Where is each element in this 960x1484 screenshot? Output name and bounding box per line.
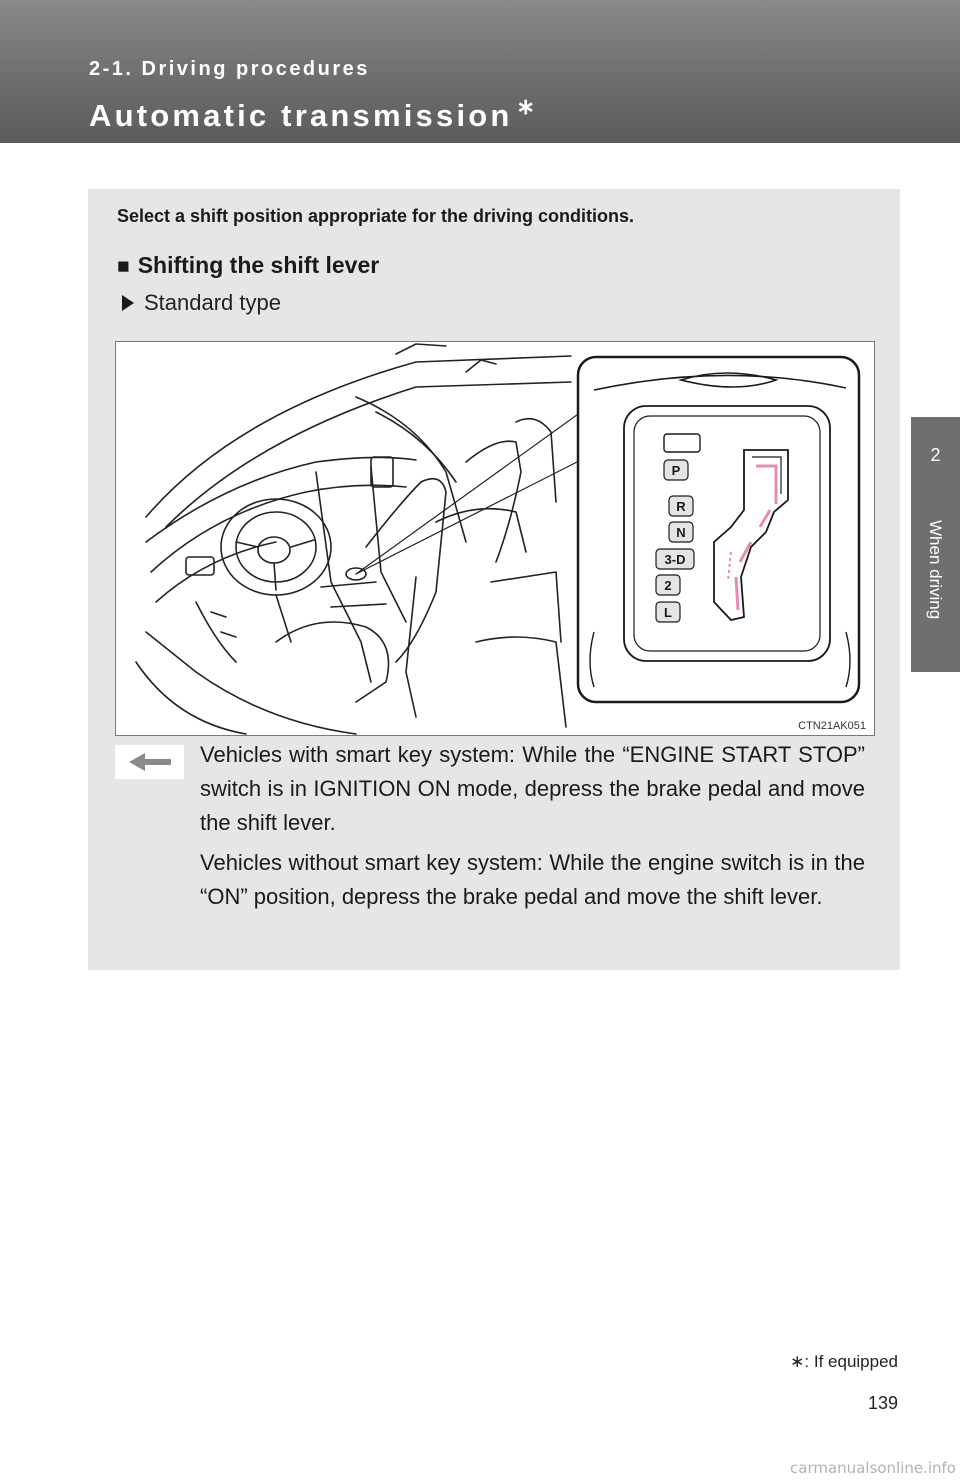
chapter-number: 2 [930, 445, 941, 465]
left-arrow-icon [115, 745, 184, 779]
watermark: carmanualsonline.info [790, 1459, 956, 1477]
gear-n-label: N [676, 525, 686, 540]
gear-2-label: 2 [664, 578, 672, 593]
footnote-if-equipped: ∗: If equipped [790, 1352, 898, 1371]
subheading [117, 252, 379, 279]
arrow-indicator [115, 745, 184, 779]
gear-p-label: P [671, 463, 681, 478]
car-interior-drawing [116, 342, 874, 735]
gear-l-label: L [664, 605, 672, 620]
no-smart-key-instructions: Vehicles without smart key system: While the engine switch is in the “ON” position, depress the brake pedal and move the shift lever. [200, 850, 865, 909]
subheading-text: Shifting the shift lever [137, 252, 380, 278]
intro-text: Select a shift position appropriate for the driving conditions. [117, 206, 635, 226]
triangle-bullet-icon [122, 295, 134, 311]
type-label [122, 290, 281, 316]
subheading-marker: ■ [117, 255, 130, 278]
figure-code: CTN21AK051 [798, 720, 866, 732]
page-title [89, 94, 535, 134]
shift-gate-callout [578, 357, 859, 702]
smart-key-instructions: Vehicles with smart key system: While the “ENGINE START STOP” switch is in IGNITION ON mode, depress the brake pedal and move the shift lever. [200, 742, 865, 835]
shift-lever-illustration [115, 341, 875, 736]
page-title-text: Automatic transmission [89, 98, 513, 133]
gear-r-label: R [676, 499, 686, 514]
chapter-label: When driving [926, 520, 945, 620]
gear-3d-label: 3-D [664, 552, 686, 567]
if-equipped-mark: ∗ [516, 94, 535, 119]
section-label: 2-1. Driving procedures [89, 58, 370, 80]
page-number: 139 [867, 1393, 898, 1413]
type-label-text: Standard type [144, 290, 281, 315]
